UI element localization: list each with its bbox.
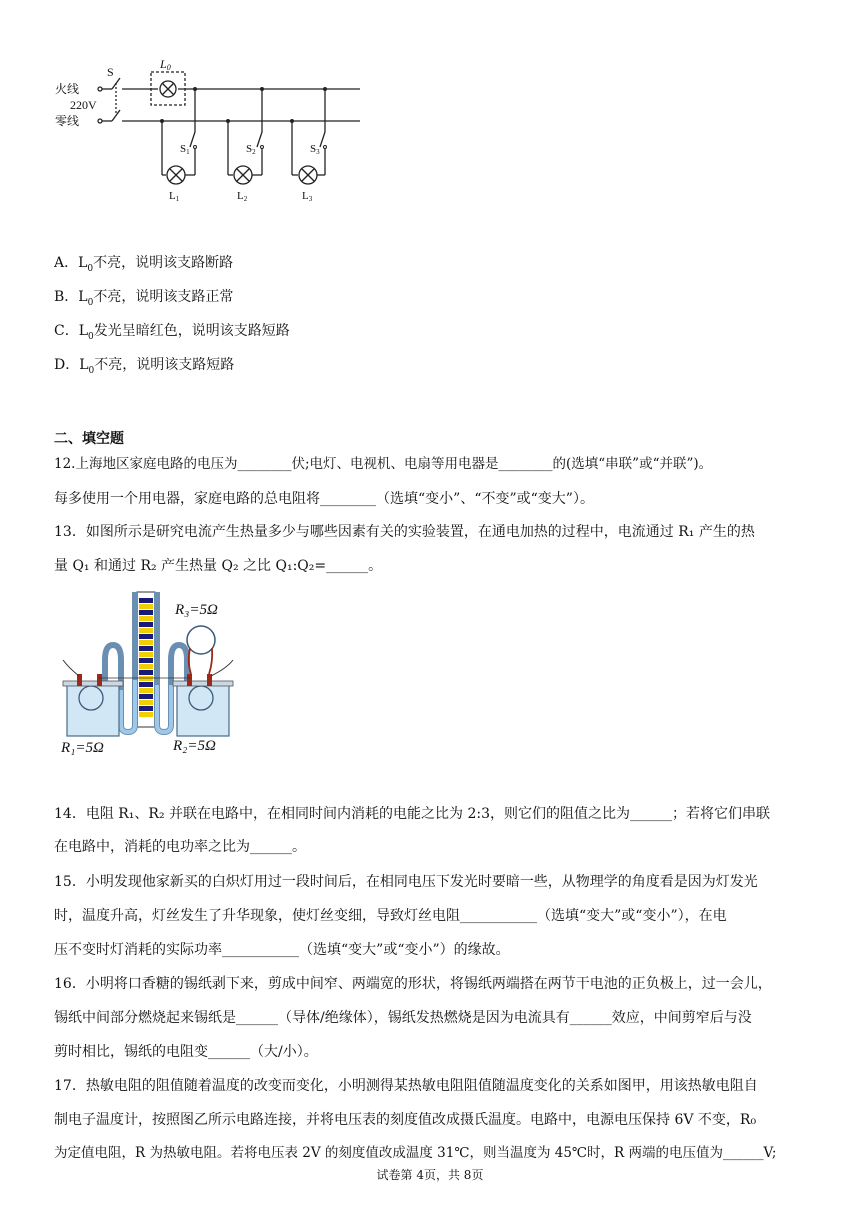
page-footer: 试卷第 4页，共 8页 <box>376 1168 484 1182</box>
household-circuit-diagram <box>50 50 370 210</box>
q16-line-3: 剪时相比，锡纸的电阻变______（大/小）。 <box>54 1044 318 1060</box>
lamp-l3-label: L3 <box>302 190 313 203</box>
main-switch-label: S <box>107 65 114 79</box>
voltage-label: 220V <box>70 98 97 112</box>
q16-line-2: 锡纸中间部分燃烧起来锡纸是______（导体/绝缘体），锡纸发热燃烧是因为电流具有______效应，中间剪窄后与没 <box>54 1010 752 1026</box>
q15-line-1: 15．小明发现他家新买的白炽灯用过一段时间后，在相同电压下发光时要暗一些，从物理学的角度看是因为灯发光 <box>54 874 758 890</box>
r3-label: R₃=5Ω <box>175 602 218 618</box>
q17-line-1: 17．热敏电阻的阻值随着温度的改变而变化，小明测得某热敏电阻阻值随温度变化的关系如图甲，用该热敏电阻自 <box>54 1078 758 1094</box>
switch-s1-label: S1 <box>180 143 190 156</box>
r1-label: R₁=5Ω <box>61 740 104 756</box>
q13-line-2: 量 Q₁ 和通过 R₂ 产生热量 Q₂ 之比 Q₁:Q₂=______。 <box>54 558 383 574</box>
q17-line-2: 制电子温度计，按照图乙所示电路连接，并将电压表的刻度值改成摄氏温度。电路中，电源电压保持 6V 不变，R₀ <box>54 1112 757 1128</box>
r2-label: R₂=5Ω <box>173 738 216 754</box>
section-title: 二、填空题 <box>54 431 124 447</box>
q14-line-1: 14．电阻 R₁、R₂ 并联在电路中，在相同时间内消耗的电能之比为 2:3，则它们的阻值之比为______；若将它们串联 <box>54 806 771 822</box>
option-d[interactable]: D．$L_0$不亮，说明该支路短路 <box>54 357 235 376</box>
option-a[interactable]: A．$L_0$不亮，说明该支路断路 <box>54 255 234 274</box>
neutral-wire-label: 零线 <box>55 114 80 128</box>
switch-s2-label: S2 <box>246 143 256 156</box>
q15-line-2: 时，温度升高，灯丝发生了升华现象，使灯丝变细，导致灯丝电阻___________（选填“变大”或“变小”），在电 <box>54 908 727 924</box>
joule-heating-apparatus <box>55 590 255 760</box>
option-b[interactable]: B．$L_0$不亮，说明该支路正常 <box>54 289 234 308</box>
lamp-l1-label: L1 <box>169 190 180 203</box>
q15-line-3: 压不变时灯消耗的实际功率___________（选填“变大”或“变小”）的缘故。 <box>54 942 510 958</box>
lamp-l2-label: L2 <box>237 190 248 203</box>
q16-line-1: 16．小明将口香糖的锡纸剥下来，剪成中间窄、两端宽的形状，将锡纸两端搭在两节干电池的正负极上，过一会儿， <box>54 976 772 992</box>
q13-line-1: 13．如图所示是研究电流产生热量多少与哪些因素有关的实验装置，在通电加热的过程中，电流通过 R₁ 产生的热 <box>54 524 755 540</box>
switch-s3-label: S3 <box>310 143 320 156</box>
live-wire-label: 火线 <box>55 82 80 96</box>
option-c[interactable]: C．$L_0$发光呈暗红色，说明该支路短路 <box>54 323 290 342</box>
q12-line-1: 12.上海地区家庭电路的电压为________伏;电灯、电视机、电扇等用电器是________的(选填“串联”或“并联”)。 <box>54 456 713 472</box>
q17-line-3: 为定值电阻，R 为热敏电阻。若将电压表 2V 的刻度值改成温度 31℃，则当温度为 45℃时，R 两端的电压值为______V; <box>54 1145 777 1161</box>
q14-line-2: 在电路中，消耗的电功率之比为______。 <box>54 839 306 855</box>
l0-label: L0 <box>160 57 171 72</box>
q12-line-2: 每多使用一个用电器，家庭电路的总电阻将________（选填“变小”、“不变”或“变大”）。 <box>54 491 594 507</box>
